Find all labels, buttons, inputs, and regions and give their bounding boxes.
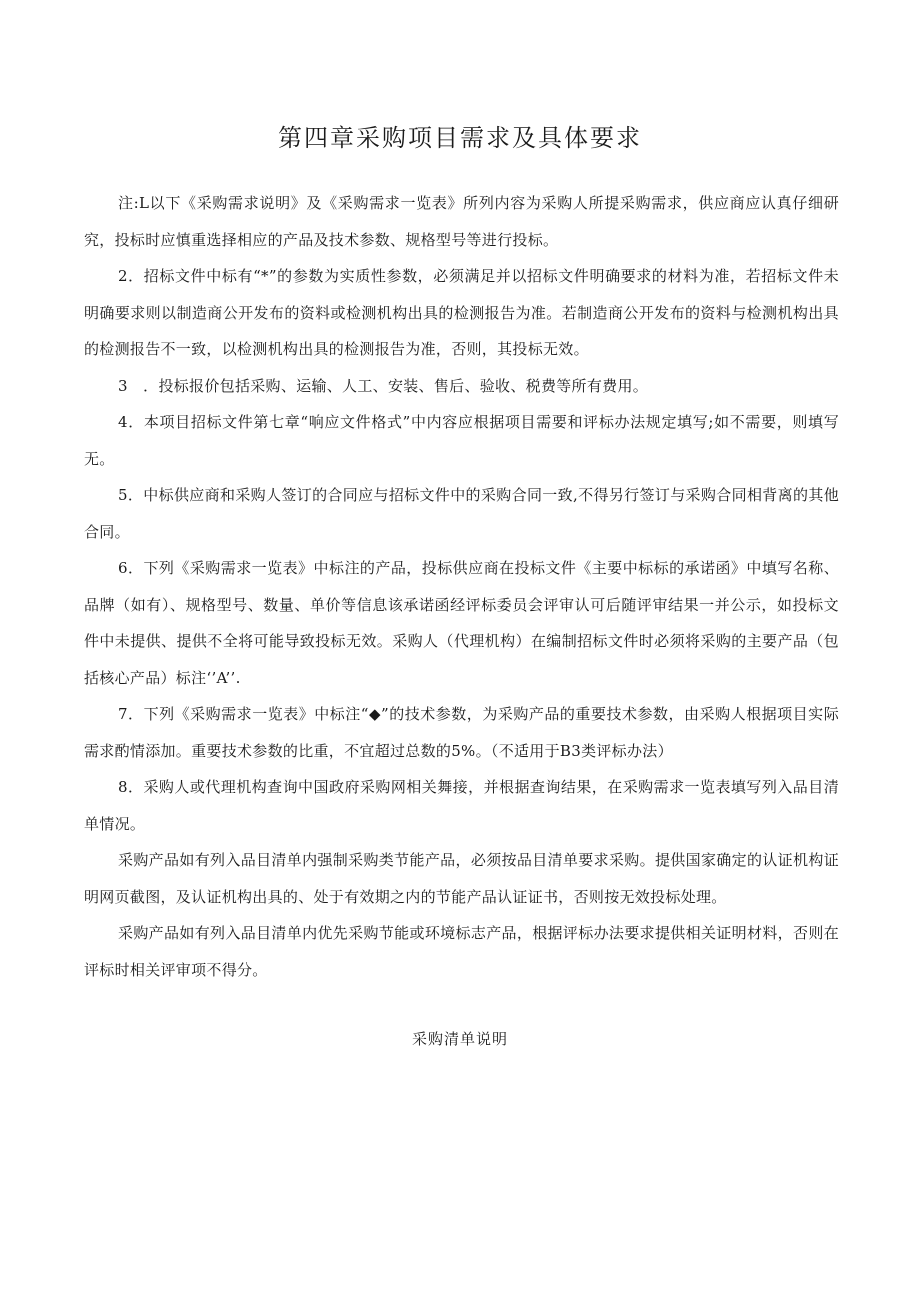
paragraph-note-6: 6．下列《采购需求一览表》中标注的产品，投标供应商在投标文件《主要中标标的承诺函》中填写名称、品牌（如有）、规格型号、数量、单价等信息该承诺函经评标委员会评审认可后随评审结果一并公示，如投标文件中未提供、提供不全将可能导致投标无效。采购人（代理机构）在编制招标文件时必须将采购的主要产品（包括核心产品）标注‘’A’’. [84,559,839,687]
section-subtitle: 采购清单说明 [411,1030,508,1048]
paragraph-note-4: 4．本项目招标文件第七章“响应文件格式”中内容应根据项目需要和评标办法规定填写;如不需要，则填写无。 [84,413,839,468]
document-body [84,185,839,988]
paragraph-note-1: 注:L以下《采购需求说明》及《采购需求一览表》所列内容为采购人所提采购需求，供应商应认真仔细研究，投标时应慎重选择相应的产品及技术参数、规格型号等进行投标。 [84,194,839,249]
paragraph-note-7: 7．下列《采购需求一览表》中标注“◆”的技术参数，为采购产品的重要技术参数，由采购人根据项目实际需求酌情添加。重要技术参数的比重，不宜超过总数的5%。（不适用于B3类评标办法） [84,705,839,760]
paragraph-priority-procurement: 采购产品如有列入品目清单内优先采购节能或环境标志产品，根据评标办法要求提供相关证明材料，否则在评标时相关评审项不得分。 [84,924,839,979]
paragraph-note-5: 5．中标供应商和采购人签订的合同应与招标文件中的采购合同一致,不得另行签订与采购合同相背离的其他合同。 [84,486,839,541]
paragraph-note-8: 8．采购人或代理机构查询中国政府采购网相关舞接，并根据查询结果，在采购需求一览表填写列入品目清单情况。 [84,778,839,833]
paragraph-note-2: 2．招标文件中标有“*”的参数为实质性参数，必须满足并以招标文件明确要求的材料为准，若招标文件未明确要求则以制造商公开发布的资料或检测机构出具的检测报告为准。若制造商公开发布的资料与检测机构出具的检测报告不一致，以检测机构出具的检测报告为准，否则，其投标无效。 [84,267,839,358]
chapter-title: 第四章采购项目需求及具体要求 [278,124,642,152]
paragraph-note-3: 3 ．投标报价包括采购、运输、人工、安装、售后、验收、税费等所有费用。 [118,376,649,395]
paragraph-energy-saving: 采购产品如有列入品目清单内强制采购类节能产品，必须按品目清单要求采购。提供国家确定的认证机构证明网页截图，及认证机构出具的、处于有效期之内的节能产品认证证书，否则按无效投标处理。 [84,851,839,906]
